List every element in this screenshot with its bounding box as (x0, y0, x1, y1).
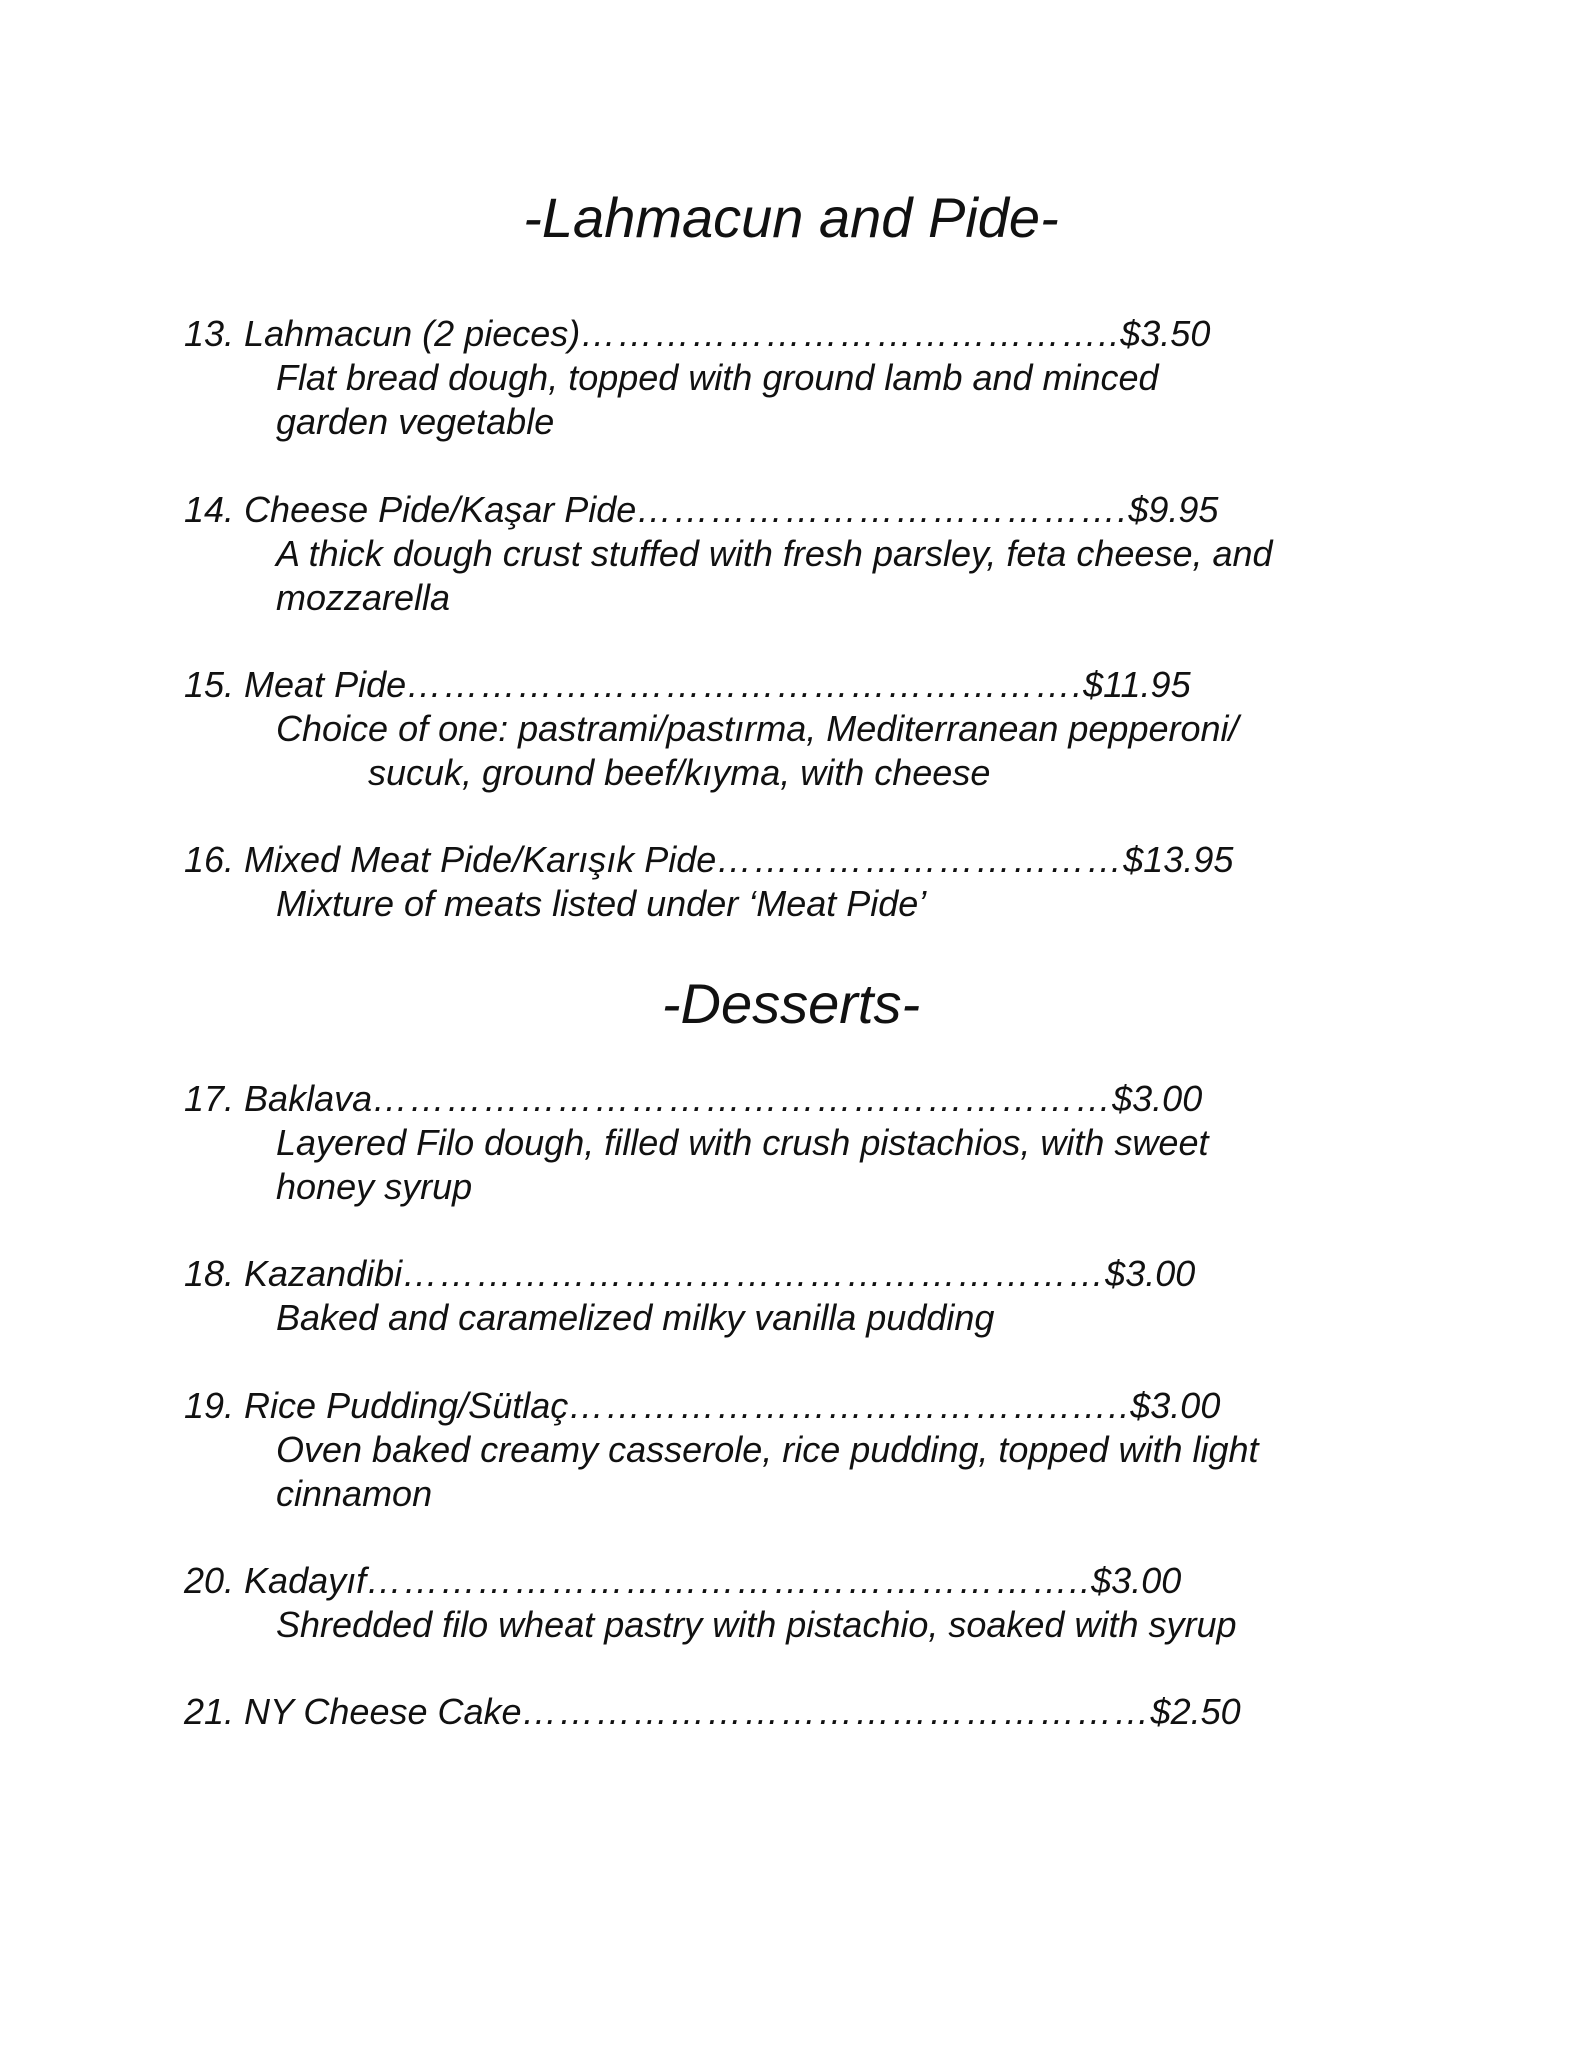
item-description (184, 882, 1416, 926)
menu-item-rice-pudding (184, 1384, 1404, 1516)
description-line: mozzarella (276, 577, 451, 618)
description-line: Mixture of meats listed under ‘Meat Pide’ (276, 883, 927, 924)
description-line: cinnamon (276, 1473, 433, 1514)
dot-leader: ………………………………………………….. (366, 1560, 1092, 1601)
dot-leader: …………………………………….. (580, 313, 1121, 354)
description-line: Oven baked creamy casserole, rice pudding, topped with light (276, 1429, 1259, 1470)
item-line (184, 1559, 1404, 1603)
description-line: Baked and caramelized milky vanilla pudding (276, 1297, 995, 1338)
item-name: 16. Mixed Meat Pide/Karışık Pide (184, 839, 717, 880)
description-line: Choice of one: pastrami/pastırma, Mediterranean pepperoni/ (276, 708, 1239, 749)
description-line: garden vegetable (276, 401, 555, 442)
item-price: $3.00 (1112, 1078, 1203, 1119)
item-name: 14. Cheese Pide/Kaşar Pide (184, 489, 637, 530)
item-description (184, 707, 1416, 795)
menu-item-lahmacun (184, 312, 1404, 444)
description-line: honey syrup (276, 1166, 473, 1207)
item-description (184, 1428, 1416, 1516)
description-line: sucuk, ground beef/kıyma, with cheese (368, 752, 991, 793)
item-line (184, 663, 1404, 707)
item-name: 15. Meat Pide (184, 664, 407, 705)
item-line (184, 1252, 1404, 1296)
menu-item-ny-cheese-cake (184, 1690, 1404, 1734)
item-line (184, 1690, 1404, 1734)
item-description (184, 1603, 1416, 1647)
dot-leader: …………………………… (716, 839, 1124, 880)
item-line (184, 1077, 1404, 1121)
item-line (184, 488, 1404, 532)
item-price: $3.00 (1105, 1253, 1196, 1294)
item-name: 13. Lahmacun (2 pieces) (184, 313, 581, 354)
item-name: 18. Kazandibi (184, 1253, 403, 1294)
dot-leader: …………………………………………………… (372, 1078, 1113, 1119)
item-description (184, 532, 1416, 620)
item-price: $9.95 (1128, 489, 1219, 530)
item-price: $13.95 (1123, 839, 1234, 880)
item-line (184, 312, 1404, 356)
menu-item-kadayif (184, 1559, 1404, 1647)
description-line: A thick dough crust stuffed with fresh parsley, feta cheese, and (276, 533, 1273, 574)
dot-leader: …………………………………………… (521, 1691, 1151, 1732)
item-line (184, 1384, 1404, 1428)
dot-leader: ………………………………………………… (402, 1253, 1106, 1294)
item-name: 19. Rice Pudding/Sütlaç (184, 1385, 569, 1426)
section-title-desserts: -Desserts- (661, 972, 921, 1035)
menu-item-mixed-meat-pide (184, 838, 1404, 926)
menu-item-baklava (184, 1077, 1404, 1209)
description-line: Shredded filo wheat pastry with pistachio, soaked with syrup (276, 1604, 1237, 1645)
section-title-lahmacun-pide: -Lahmacun and Pide- (523, 186, 1059, 249)
dot-leader: …………………………………. (636, 489, 1129, 530)
dot-leader: …………………………………..….. (568, 1385, 1131, 1426)
item-price: $3.50 (1120, 313, 1211, 354)
menu-item-meat-pide (184, 663, 1404, 795)
item-name: 20. Kadayıf (184, 1560, 367, 1601)
item-price: $3.00 (1091, 1560, 1182, 1601)
item-description (184, 1296, 1416, 1340)
item-line (184, 838, 1404, 882)
item-price: $3.00 (1130, 1385, 1221, 1426)
menu-item-kazandibi (184, 1252, 1404, 1340)
item-description (184, 1121, 1416, 1209)
item-description (184, 356, 1416, 444)
description-line: Layered Filo dough, filled with crush pistachios, with sweet (276, 1122, 1209, 1163)
item-price: $11.95 (1083, 664, 1191, 705)
dot-leader: ………………………………………………. (406, 664, 1084, 705)
menu-item-cheese-pide (184, 488, 1404, 620)
item-name: 21. NY Cheese Cake (184, 1691, 522, 1732)
description-line: Flat bread dough, topped with ground lamb and minced (276, 357, 1159, 398)
item-name: 17. Baklava (184, 1078, 373, 1119)
item-price: $2.50 (1150, 1691, 1241, 1732)
